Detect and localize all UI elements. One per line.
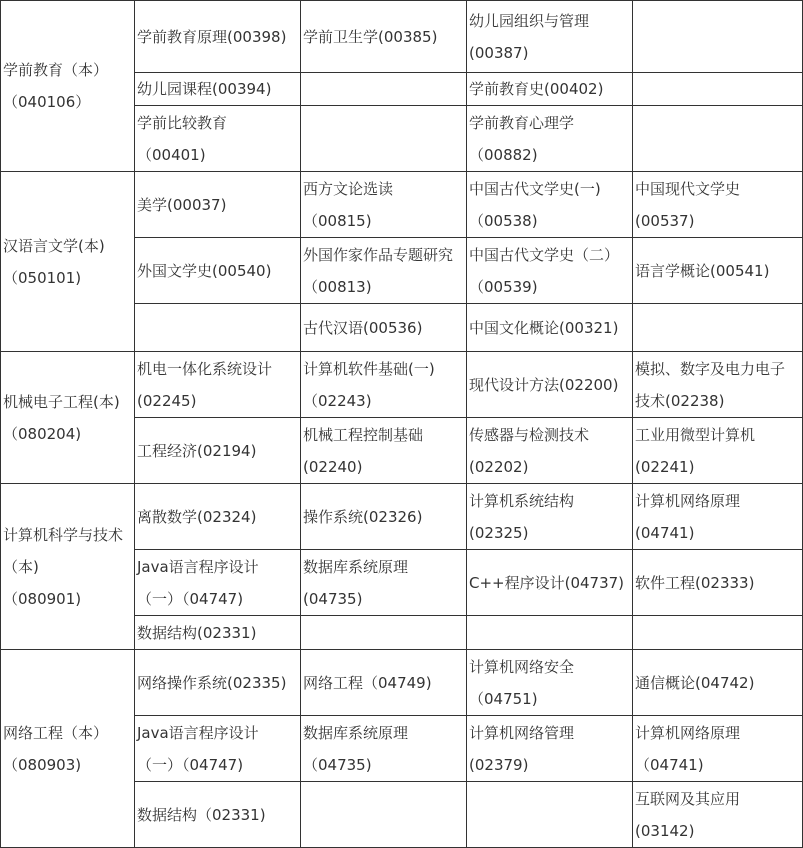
course-cell bbox=[301, 352, 467, 418]
course-cell bbox=[467, 73, 633, 106]
course-line: 机械工程控制基础 bbox=[303, 425, 424, 444]
course-line: 计算机网络安全 bbox=[469, 657, 575, 676]
course-line: (04741) bbox=[635, 523, 695, 542]
course-line: 计算机软件基础(一) bbox=[303, 359, 435, 378]
course-line: (02241) bbox=[635, 457, 695, 476]
course-cell bbox=[633, 418, 803, 484]
course-line: 学前教育史(00402) bbox=[469, 80, 604, 98]
course-cell bbox=[301, 616, 467, 650]
course-cell bbox=[135, 550, 301, 616]
course-line: 工业用微型计算机 bbox=[635, 425, 756, 444]
major-line: （本) bbox=[3, 557, 39, 576]
course-line: 软件工程(02333) bbox=[635, 573, 755, 592]
course-cell bbox=[301, 1, 467, 73]
course-line: 古代汉语(00536) bbox=[303, 318, 423, 337]
course-line: (03142) bbox=[635, 821, 695, 840]
course-line: C++程序设计(04737) bbox=[469, 573, 625, 592]
course-cell bbox=[633, 106, 803, 172]
course-cell bbox=[467, 650, 633, 716]
course-line: 学前比较教育 bbox=[137, 113, 228, 132]
course-cell bbox=[135, 1, 301, 73]
course-cell bbox=[301, 782, 467, 848]
course-cell bbox=[633, 782, 803, 848]
course-cell bbox=[301, 106, 467, 172]
major-line: 学前教育（本） bbox=[3, 61, 109, 79]
course-cell bbox=[301, 73, 467, 106]
course-line: 离散数学(02324) bbox=[137, 507, 257, 526]
course-cell bbox=[633, 616, 803, 650]
course-line: 网络工程（04749) bbox=[303, 673, 432, 692]
course-cell bbox=[135, 304, 301, 352]
course-cell bbox=[467, 616, 633, 650]
course-line: (00537) bbox=[635, 211, 695, 230]
course-cell bbox=[633, 650, 803, 716]
major-cell bbox=[1, 1, 135, 172]
course-cell bbox=[633, 352, 803, 418]
course-cell bbox=[135, 238, 301, 304]
course-line: 数据结构（02331) bbox=[137, 805, 266, 824]
course-line: 计算机网络管理 bbox=[469, 723, 575, 742]
course-line: 网络操作系统(02335) bbox=[137, 673, 287, 692]
course-line: （04751) bbox=[469, 689, 538, 708]
major-cell bbox=[1, 484, 135, 650]
table-row bbox=[1, 1, 803, 73]
course-line: 计算机网络原理 bbox=[635, 723, 741, 742]
course-cell bbox=[301, 484, 467, 550]
course-line: 计算机网络原理 bbox=[635, 491, 741, 510]
course-line: 美学(00037) bbox=[137, 195, 227, 214]
course-cell bbox=[301, 550, 467, 616]
major-cell bbox=[1, 352, 135, 484]
major-line: （080901) bbox=[3, 589, 82, 608]
major-cell bbox=[1, 172, 135, 352]
course-cell bbox=[467, 172, 633, 238]
course-cell bbox=[467, 484, 633, 550]
course-line: 外国文学史(00540) bbox=[137, 261, 272, 280]
course-line: 计算机系统结构 bbox=[469, 491, 575, 510]
course-line: (02240) bbox=[303, 457, 363, 476]
course-line: 学前教育原理(00398) bbox=[137, 27, 287, 46]
table-row bbox=[1, 484, 803, 550]
course-cell bbox=[467, 782, 633, 848]
course-line: (02379) bbox=[469, 755, 529, 774]
course-cell bbox=[135, 418, 301, 484]
course-line: 中国古代文学史(一) bbox=[469, 179, 601, 198]
course-cell bbox=[467, 106, 633, 172]
course-cell bbox=[135, 106, 301, 172]
course-cell bbox=[467, 304, 633, 352]
course-line: 模拟、数字及电力电子 bbox=[635, 359, 786, 378]
course-line: （04741) bbox=[635, 755, 704, 774]
course-line: (04735) bbox=[303, 589, 363, 608]
course-line: 学前卫生学(00385) bbox=[303, 27, 438, 46]
course-cell bbox=[467, 352, 633, 418]
course-cell bbox=[633, 172, 803, 238]
major-line: （050101) bbox=[3, 268, 82, 287]
course-line: 数据库系统原理 bbox=[303, 723, 409, 742]
course-cell bbox=[633, 550, 803, 616]
course-line: 数据库系统原理 bbox=[303, 557, 409, 576]
course-line: 幼儿园组织与管理 bbox=[469, 11, 590, 30]
course-line: Java语言程序设计 bbox=[137, 557, 259, 576]
course-line: (02325) bbox=[469, 523, 529, 542]
major-line: 计算机科学与技术 bbox=[3, 525, 124, 544]
course-line: （00882) bbox=[469, 145, 538, 164]
course-line: 现代设计方法(02200) bbox=[469, 375, 619, 394]
course-line: 工程经济(02194) bbox=[137, 441, 257, 460]
course-cell bbox=[301, 716, 467, 782]
course-cell bbox=[135, 650, 301, 716]
table-row bbox=[1, 352, 803, 418]
course-table-body bbox=[1, 1, 803, 848]
course-line: 数据结构(02331) bbox=[137, 623, 257, 642]
table-row bbox=[1, 650, 803, 716]
course-line: 幼儿园课程(00394) bbox=[137, 80, 272, 98]
course-cell bbox=[301, 172, 467, 238]
course-line: 西方文论选读 bbox=[303, 179, 394, 198]
course-line: （02243) bbox=[303, 391, 372, 410]
course-cell bbox=[633, 1, 803, 73]
major-line: （080204) bbox=[3, 424, 82, 443]
course-cell bbox=[633, 484, 803, 550]
course-cell bbox=[633, 238, 803, 304]
major-line: 网络工程（本） bbox=[3, 723, 109, 742]
course-cell bbox=[135, 484, 301, 550]
major-line: （040106） bbox=[3, 93, 91, 111]
course-cell bbox=[467, 550, 633, 616]
course-cell bbox=[301, 304, 467, 352]
course-line: （00813) bbox=[303, 277, 372, 296]
course-line: 中国现代文学史 bbox=[635, 179, 741, 198]
course-line: 互联网及其应用 bbox=[635, 789, 741, 808]
course-cell bbox=[467, 418, 633, 484]
course-line: （一）（04747) bbox=[137, 589, 244, 608]
course-cell bbox=[633, 73, 803, 106]
table-row bbox=[1, 172, 803, 238]
course-cell bbox=[633, 304, 803, 352]
course-line: 传感器与检测技术 bbox=[469, 425, 590, 444]
course-line: 操作系统(02326) bbox=[303, 507, 423, 526]
course-cell bbox=[467, 1, 633, 73]
course-cell bbox=[135, 782, 301, 848]
course-line: (00387) bbox=[469, 43, 529, 62]
course-line: （04735) bbox=[303, 755, 372, 774]
major-line: 汉语言文学(本) bbox=[3, 236, 105, 255]
course-line: 通信概论(04742) bbox=[635, 673, 755, 692]
course-line: 中国古代文学史（二） bbox=[469, 245, 620, 264]
course-cell bbox=[135, 172, 301, 238]
course-line: （一）（04747) bbox=[137, 755, 244, 774]
course-cell bbox=[467, 238, 633, 304]
course-line: 技术(02238) bbox=[635, 391, 725, 410]
course-line: (02245) bbox=[137, 391, 197, 410]
course-line: Java语言程序设计 bbox=[137, 723, 259, 742]
course-cell bbox=[135, 352, 301, 418]
course-line: 学前教育心理学 bbox=[469, 113, 575, 132]
course-line: （00539) bbox=[469, 277, 538, 296]
course-cell bbox=[301, 238, 467, 304]
major-cell bbox=[1, 650, 135, 848]
course-cell bbox=[633, 716, 803, 782]
course-cell bbox=[301, 418, 467, 484]
course-line: 机电一体化系统设计 bbox=[137, 359, 273, 378]
course-cell bbox=[135, 716, 301, 782]
course-line: 中国文化概论(00321) bbox=[469, 318, 619, 337]
course-cell bbox=[135, 616, 301, 650]
course-line: （00401) bbox=[137, 145, 206, 164]
course-cell bbox=[301, 650, 467, 716]
course-cell bbox=[467, 716, 633, 782]
course-line: 外国作家作品专题研究 bbox=[303, 245, 454, 264]
major-line: 机械电子工程(本) bbox=[3, 392, 120, 411]
major-line: （080903) bbox=[3, 755, 82, 774]
course-line: (02202) bbox=[469, 457, 529, 476]
course-line: （00538) bbox=[469, 211, 538, 230]
course-cell bbox=[135, 73, 301, 106]
course-line: 语言学概论(00541) bbox=[635, 261, 770, 280]
course-line: （00815) bbox=[303, 211, 372, 230]
